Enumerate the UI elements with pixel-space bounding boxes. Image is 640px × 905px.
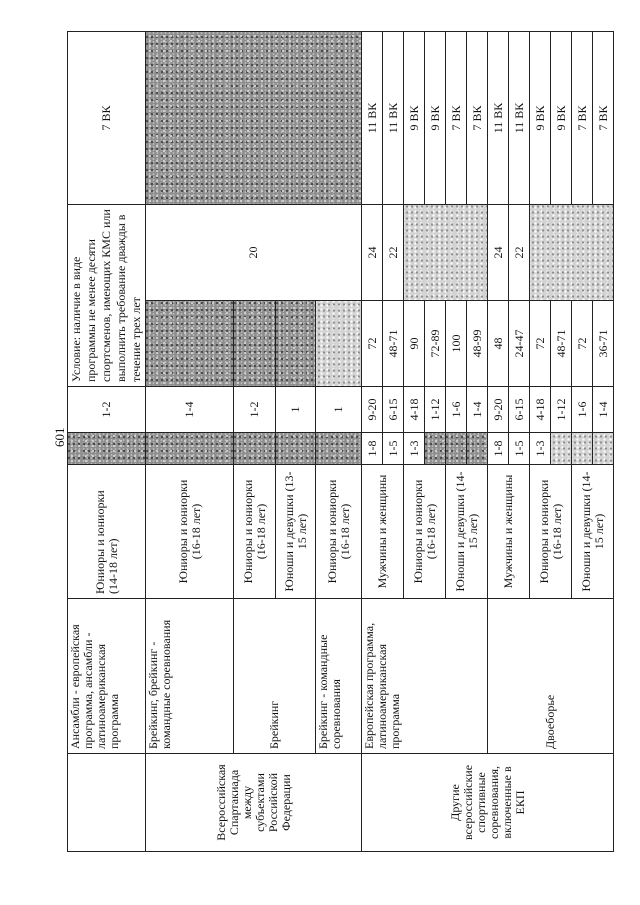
rank-cell: 11 ВК — [383, 32, 404, 205]
shaded-cell — [551, 433, 572, 465]
shaded-cell — [467, 433, 488, 465]
rank-cell: 7 ВК — [446, 32, 467, 205]
participants-cell: 48-99 — [467, 301, 488, 387]
group-cell: Юниоры и юниорки (14-18 лет) — [68, 465, 146, 599]
min-participants-cell: 20 — [146, 205, 362, 301]
rank-cell: 11 ВК — [362, 32, 383, 205]
participants-cell: 72 — [530, 301, 551, 387]
places-a-cell: 1-5 — [383, 433, 404, 465]
group-cell: Мужчины и женщины — [488, 465, 530, 599]
min-participants-cell: 24 — [362, 205, 383, 301]
min-participants-cell: 22 — [383, 205, 404, 301]
shaded-cell — [146, 32, 362, 205]
rank-cell: 7 ВК — [68, 32, 146, 205]
places-cell: 9-20 — [362, 387, 383, 433]
group-cell: Юниоры и юниорки (16-18 лет) — [404, 465, 446, 599]
places-cell: 1-4 — [593, 387, 614, 433]
rank-cell: 7 ВК — [593, 32, 614, 205]
rank-cell: 11 ВК — [488, 32, 509, 205]
shaded-cell — [425, 433, 446, 465]
page-number: 601 — [52, 427, 67, 447]
rank-cell: 7 ВК — [467, 32, 488, 205]
discipline-cell: Брейкинг - командные соревнования — [316, 599, 362, 754]
participants-cell: 90 — [404, 301, 425, 387]
competition-cell: Всероссийская Спартакиада между субъектами Российской Федерации — [146, 754, 362, 852]
table-row — [488, 32, 509, 852]
participants-cell: 72 — [362, 301, 383, 387]
shaded-cell — [530, 205, 614, 301]
shaded-cell — [446, 433, 467, 465]
participants-cell: 100 — [446, 301, 467, 387]
places-cell: 1-2 — [234, 387, 276, 433]
discipline-cell: Брейкинг, брейкинг - командные соревнования — [146, 599, 234, 754]
min-participants-cell: 22 — [509, 205, 530, 301]
participants-cell: 36-71 — [593, 301, 614, 387]
rank-requirements-table — [67, 31, 614, 852]
discipline-cell: Ансамбли - европейская программа, ансамбли - латиноамериканская программа — [68, 599, 146, 754]
shaded-cell — [234, 301, 276, 387]
competition-cell — [68, 754, 146, 852]
discipline-cell: Европейская программа, латиноамериканская программа — [362, 599, 488, 754]
shaded-cell — [234, 433, 276, 465]
shaded-cell — [146, 433, 234, 465]
rank-cell: 7 ВК — [572, 32, 593, 205]
participants-cell: 48-71 — [383, 301, 404, 387]
places-cell: 1-2 — [68, 387, 146, 433]
places-cell: 1-4 — [146, 387, 234, 433]
rank-cell: 9 ВК — [530, 32, 551, 205]
table-row — [68, 32, 146, 852]
places-cell: 6-15 — [383, 387, 404, 433]
shaded-cell — [404, 205, 488, 301]
shaded-cell — [276, 301, 316, 387]
rotated-page — [67, 32, 610, 852]
places-cell: 1-6 — [572, 387, 593, 433]
places-a-cell: 1-5 — [509, 433, 530, 465]
places-cell: 1-12 — [425, 387, 446, 433]
shaded-cell — [276, 433, 316, 465]
group-cell: Юниоры и юниорки (16-18 лет) — [234, 465, 276, 599]
min-participants-cell: 24 — [488, 205, 509, 301]
group-cell: Юниоры и юниорки (16-18 лет) — [316, 465, 362, 599]
discipline-cell: Двоеборье — [488, 599, 614, 754]
shaded-cell — [68, 433, 146, 465]
requirement-cell: Условие: наличие в виде программы не менее десяти спортсменов, имеющих КМС или выполнить требование дважды в течение трех лет — [68, 205, 146, 387]
places-cell: 9-20 — [488, 387, 509, 433]
table-row — [362, 32, 383, 852]
shaded-cell — [316, 433, 362, 465]
group-cell: Мужчины и женщины — [362, 465, 404, 599]
participants-cell: 72-89 — [425, 301, 446, 387]
places-a-cell: 1-8 — [488, 433, 509, 465]
rank-cell: 9 ВК — [551, 32, 572, 205]
places-a-cell: 1-8 — [362, 433, 383, 465]
group-cell: Юноши и девушки (13-15 лет) — [276, 465, 316, 599]
places-cell: 4-18 — [404, 387, 425, 433]
places-a-cell: 1-3 — [530, 433, 551, 465]
places-cell: 6-15 — [509, 387, 530, 433]
table-row — [146, 32, 234, 852]
shaded-cell — [572, 433, 593, 465]
rank-cell: 9 ВК — [404, 32, 425, 205]
places-cell: 1-12 — [551, 387, 572, 433]
competition-cell: Другие всероссийские спортивные соревнования, включенные в ЕКП — [362, 754, 614, 852]
places-cell: 1 — [316, 387, 362, 433]
rank-cell: 9 ВК — [425, 32, 446, 205]
group-cell: Юниоры и юниорки (16-18 лет) — [530, 465, 572, 599]
participants-cell: 48 — [488, 301, 509, 387]
places-cell: 1 — [276, 387, 316, 433]
places-cell: 1-4 — [467, 387, 488, 433]
group-cell: Юноши и девушки (14-15 лет) — [572, 465, 614, 599]
shaded-cell — [146, 301, 234, 387]
shaded-cell — [593, 433, 614, 465]
rank-cell: 11 ВК — [509, 32, 530, 205]
discipline-cell: Брейкинг — [234, 599, 316, 754]
group-cell: Юниоры и юниорки (16-18 лет) — [146, 465, 234, 599]
participants-cell: 72 — [572, 301, 593, 387]
group-cell: Юноши и девушки (14-15 лет) — [446, 465, 488, 599]
places-cell: 1-6 — [446, 387, 467, 433]
places-a-cell: 1-3 — [404, 433, 425, 465]
shaded-cell — [316, 301, 362, 387]
places-cell: 4-18 — [530, 387, 551, 433]
participants-cell: 24-47 — [509, 301, 530, 387]
participants-cell: 48-71 — [551, 301, 572, 387]
